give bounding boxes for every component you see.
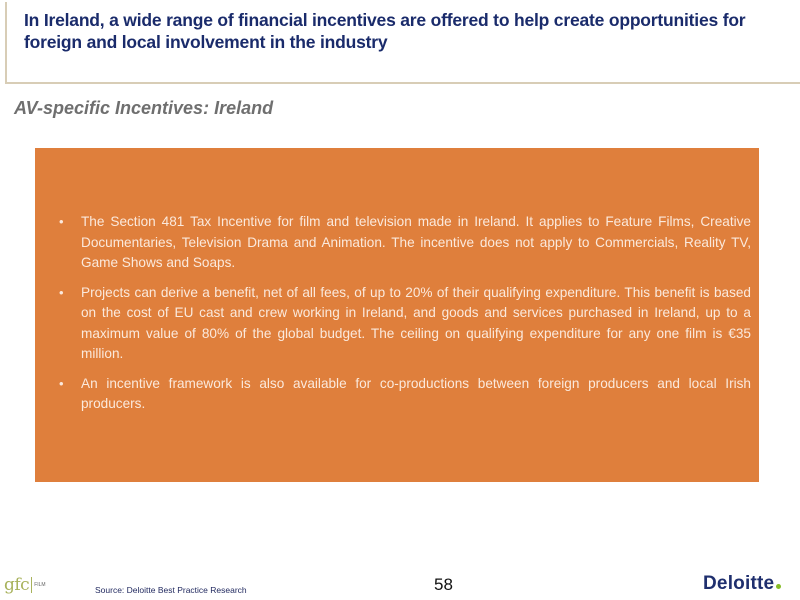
bullet-text: An incentive framework is also available for co-productions between foreign producers and local Irish producers.: [81, 375, 751, 411]
gfc-logo-sub: FILM: [34, 582, 46, 588]
bullet-icon: •: [59, 214, 64, 229]
bullet-list: [59, 212, 751, 415]
deloitte-logo: [703, 573, 781, 595]
deloitte-dot-icon: [776, 584, 781, 589]
page-number: 58: [434, 575, 453, 594]
source-note: Source: Deloitte Best Practice Research: [95, 585, 247, 595]
bullet-item: [59, 283, 751, 365]
section-subtitle: AV-specific Incentives: Ireland: [14, 98, 274, 118]
logo-divider: [31, 577, 32, 593]
page-title: In Ireland, a wide range of financial incentives are offered to help create opportunities for foreign and local involvement in the industry: [24, 10, 746, 52]
gfc-logo-text: gfc: [4, 575, 30, 595]
bullet-icon: •: [59, 284, 64, 300]
bullet-icon: •: [59, 375, 64, 391]
bullet-text: The Section 481 Tax Incentive for film and television made in Ireland. It applies to Feature Films, Creative Documentaries, Television Drama and Animation. The incentive does not apply to Commercials, Reality TV, Game Shows and Soaps.: [81, 214, 751, 270]
incentives-panel: [35, 148, 759, 482]
deloitte-logo-text: Deloitte: [703, 573, 775, 594]
bullet-item: [59, 212, 751, 274]
bullet-item: [59, 374, 751, 415]
gfc-logo: [4, 574, 54, 596]
bullet-text: Projects can derive a benefit, net of all fees, of up to 20% of their qualifying expenditure. This benefit is based on the cost of EU cast and crew working in Ireland, and goods and services purchased in Ireland, up to a maximum value of 80% of the global budget. The ceiling on qualifying expenditure for any one film is €35 million.: [81, 284, 751, 361]
